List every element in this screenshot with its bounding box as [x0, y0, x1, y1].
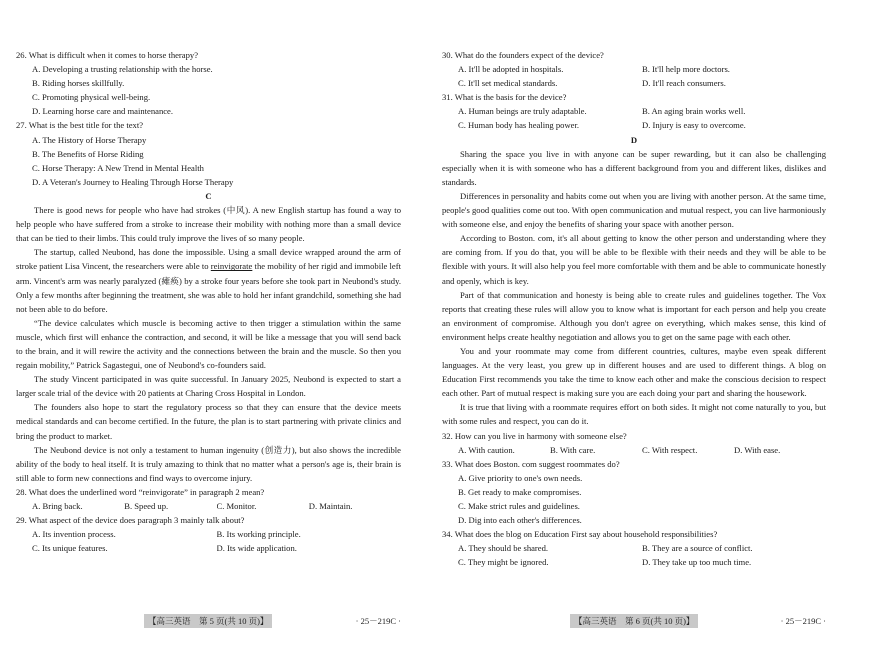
option-b: B. Get ready to make compromises. — [458, 486, 582, 497]
question-stem: 31. What is the basis for the device? — [442, 92, 567, 103]
options-grid — [442, 541, 826, 569]
question-30 — [442, 48, 826, 90]
question-stem: 27. What is the best title for the text? — [16, 120, 144, 131]
passage-c-paragraph-1: There is good news for people who have had strokes (中风). A new English startup has found a way to help people who have suffered from a stroke to increase their mobility with nothing more than a small device that can be tied to their limbs. This could truly improve the lives of so many people. — [16, 205, 401, 244]
option-c: C. With respect. — [642, 444, 698, 455]
option-a: A. They should be shared. — [458, 543, 549, 554]
passage-d — [442, 147, 826, 429]
left-page-content — [16, 48, 401, 555]
option-d: D. Dig into each other's differences. — [458, 515, 582, 526]
option-c: C. It'll set medical standards. — [458, 78, 558, 89]
section-d-heading: D — [630, 134, 638, 145]
paragraph-2-start: The startup, called Neubond, has done the impossible. Using a small device wrapped around the arm of stroke patient Lisa Vincent, the researchers were able to — [16, 247, 401, 272]
passage-c — [16, 203, 401, 485]
paragraph-2-rest: the mobility of her rigid and immobile left arm. Vincent's arm was nearly paralyzed (瘫痪) by a stroke four years before she took part in Neubond's study. Only a few months after beginning the treatment, she was able to hold her infant grandchild, something she had not been able to do before. — [16, 261, 401, 314]
paper-code: · 25－219C · — [355, 616, 401, 626]
passage-d-paragraph-1: Sharing the space you live in with anyone can be super rewarding, but it can also be challenging especially when it is with someone who has a different background from you and different likes, dislikes and standards. — [442, 148, 826, 187]
option-c: C. They might be ignored. — [458, 557, 549, 568]
question-27 — [16, 118, 401, 188]
option-d: D. Injury is easy to overcome. — [642, 120, 746, 131]
right-page-footer — [442, 614, 826, 628]
option-d: D. They take up too much time. — [642, 557, 752, 568]
question-stem: 26. What is difficult when it comes to horse therapy? — [16, 50, 199, 60]
question-31 — [442, 90, 826, 132]
question-32 — [442, 429, 826, 457]
option-a: A. Its invention process. — [32, 529, 116, 540]
right-page — [442, 0, 826, 657]
option-d: D. Its wide application. — [216, 543, 297, 554]
option-b: B. They are a source of conflict. — [642, 543, 753, 554]
option-c: C. Promoting physical well-being. — [32, 92, 151, 103]
option-b: B. It'll help more doctors. — [642, 64, 730, 75]
option-b: B. With care. — [550, 444, 596, 455]
passage-c-paragraph-4: The study Vincent participated in was quite successful. In January 2025, Neubond is expected to start a larger scale trial of the device with 20 patients at Charing Cross Hospital in London. — [16, 374, 401, 399]
option-b: B. Speed up. — [124, 501, 169, 511]
passage-d-paragraph-4: Part of that communication and honesty is being able to create rules and guidelines together. The Vox reports that creating these rules will allow you to know what is important for each person and help you create an environment of compromise. Although you don't agree on everything, which makes sense, this kind of environment helps create healthy negotiation and allows you to get on the same page with each other. — [442, 289, 826, 342]
options-row — [442, 443, 826, 457]
option-b: B. The Benefits of Horse Riding — [32, 148, 144, 159]
passage-c-paragraph-6: The Neubond device is not only a testament to human ingenuity (创造力), but also shows the incredible ability of the body to heal itself. It is truly amazing to think that no matter what a person's age is, their brain is still able to form new connections and find ways to overcome injury. — [16, 444, 401, 483]
left-page-footer — [16, 614, 401, 628]
options-grid — [442, 62, 826, 90]
option-d: D. A Veteran's Journey to Healing Through Horse Therapy — [32, 176, 234, 187]
options-grid — [442, 104, 826, 132]
option-b: B. Riding horses skillfully. — [32, 78, 125, 89]
passage-c-paragraph-2 — [16, 245, 401, 315]
option-c: C. Horse Therapy: A New Trend in Mental Health — [32, 162, 204, 173]
passage-d-paragraph-2: Differences in personality and habits come out when you are living with another person. At the same time, people's good qualities come out too. With open communication and mutual respect, you can live harmoniously with someone else, and enjoy the benefits of sharing your space with another person. — [442, 190, 826, 230]
question-stem: 34. What does the blog on Education First say about household responsibilities? — [442, 529, 718, 540]
option-c: C. Monitor. — [216, 501, 257, 511]
option-a: A. Give priority to one's own needs. — [458, 472, 583, 483]
question-stem: 33. What does Boston. com suggest roommates do? — [442, 458, 620, 469]
underlined-word: reinvigorate — [210, 261, 253, 272]
option-a: A. The History of Horse Therapy — [32, 134, 147, 145]
question-stem: 28. What does the underlined word “reinvigorate” in paragraph 2 mean? — [16, 486, 265, 497]
option-a: A. It'll be adopted in hospitals. — [458, 64, 564, 75]
options-grid — [16, 527, 401, 555]
left-page — [16, 0, 401, 657]
option-d: D. Learning horse care and maintenance. — [32, 106, 174, 117]
question-33 — [442, 457, 826, 527]
question-stem: 32. How can you live in harmony with someone else? — [442, 430, 627, 441]
option-b: B. Its working principle. — [216, 529, 301, 540]
option-c: C. Its unique features. — [32, 543, 108, 554]
passage-c-paragraph-3: “The device calculates which muscle is becoming active to then trigger a stimulation within the same muscle, which first will enhance the contraction, and second, it will be like a message that you will send back to the brain, and it will rewire the activity and the connections between the brain and the muscle. So then you regain mobility,” Patrick Sagastegui, one of Neubond's co-founders said. — [16, 317, 401, 371]
paper-code: · 25－219C · — [780, 616, 826, 626]
option-d: D. It'll reach consumers. — [642, 78, 726, 89]
option-d: D. Maintain. — [308, 501, 353, 511]
question-34 — [442, 527, 826, 569]
option-a: A. Bring back. — [32, 501, 83, 511]
option-c: C. Make strict rules and guidelines. — [458, 501, 580, 511]
option-b: B. An aging brain works well. — [642, 106, 746, 117]
passage-c-paragraph-5: The founders also hope to start the regulatory process so that they can ensure that the device meets medical standards and can become certified. In the future, the plan is to start partnering with private clinics and bring the product to market. — [16, 402, 401, 441]
question-26 — [16, 48, 401, 118]
page-label: 【高三英语 第 6 页(共 10 页)】 — [570, 614, 698, 628]
question-stem: 30. What do the founders expect of the device? — [442, 50, 604, 60]
option-a: A. Developing a trusting relationship with the horse. — [32, 64, 213, 75]
option-c: C. Human body has healing power. — [458, 120, 580, 131]
question-stem: 29. What aspect of the device does paragraph 3 mainly talk about? — [16, 515, 245, 526]
section-c-heading: C — [205, 190, 212, 201]
question-28 — [16, 485, 401, 513]
option-a: A. Human beings are truly adaptable. — [458, 106, 587, 117]
passage-d-paragraph-6: It is true that living with a roommate requires effort on both sides. It might not come naturally to you, but with some rules and respect, you can do it. — [442, 402, 826, 427]
option-a: A. With caution. — [458, 444, 515, 455]
passage-d-paragraph-3: According to Boston. com, it's all about getting to know the other person and understanding where they are coming from. If you do that, you will be able to be flexible with their needs and they will be able to be flexible with yours. It will also help you feel more comfortable with them and be able to communicate honestly and openly, which is key. — [442, 233, 826, 286]
option-d: D. With ease. — [734, 444, 781, 455]
question-29 — [16, 513, 401, 555]
options-row — [16, 499, 401, 513]
page-label: 【高三英语 第 5 页(共 10 页)】 — [144, 614, 272, 628]
passage-d-paragraph-5: You and your roommate may come from different countries, cultures, maybe even speak different languages. At the very least, you grew up in different houses and are used to different things. A blog on Education First recommends you take the time to know each other and make the conscious decision to respect each other. Part of mutual respect is making sure you are each doing your part and sharing the housework. — [442, 345, 826, 399]
right-page-content — [442, 48, 826, 569]
